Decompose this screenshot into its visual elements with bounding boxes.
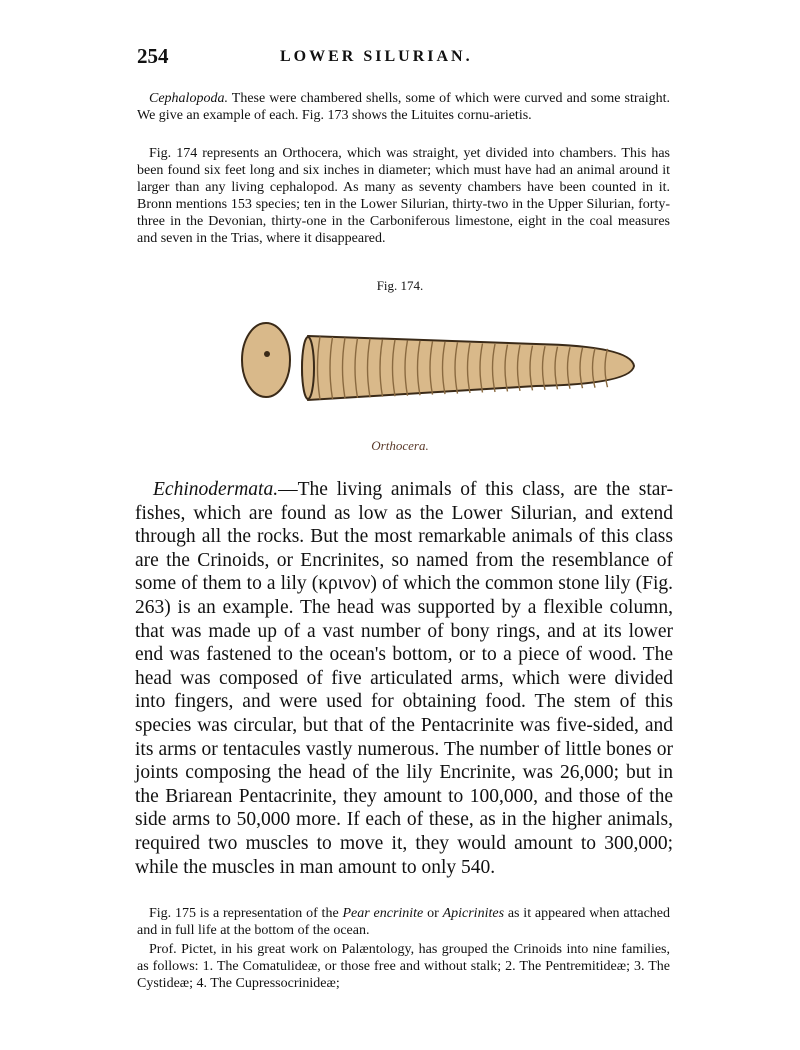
cephalopoda-paragraph — [137, 90, 670, 124]
orthocera-text: Fig. 174 represents an Orthocera, which was straight, yet divided into chambers. This has been found six feet long and six inches in diameter; which must have had an animal around it larger than any living cephalopod. As many as seventy chambers have been counted in it. Bronn mentions 153 species; ten in the Lower Silurian, thirty-two in the Upper Silurian, forty-three in the Devonian, thirty-one in the Carboniferous limestone, eight in the coal measures and seven in the Trias, where it disappeared. — [137, 146, 670, 246]
fig175-paragraph — [137, 905, 670, 939]
fig175-mid: or — [423, 906, 443, 921]
page-number: 254 — [137, 44, 169, 68]
cephalopoda-term: Cephalopoda. — [149, 91, 228, 106]
cephalopoda-text: These were chambered shells, some of which were curved and some straight. We give an example of each. Fig. 173 shows the Lituites cornu-arietis. — [137, 91, 670, 123]
orthocera-paragraph — [137, 145, 670, 247]
pear-encrinite-name: Pear encrinite — [342, 906, 424, 921]
figure-caption: Orthocera. — [371, 438, 429, 453]
figure-label: Fig. 174. — [376, 278, 424, 293]
running-title: LOWER SILURIAN. — [280, 48, 473, 65]
fig175-tail: as it appeared when attached and in full life at the bottom of the ocean. — [137, 906, 670, 938]
apicrinites-name: Apicrinites — [442, 906, 505, 921]
pictet-paragraph: Prof. Pictet, in his great work on Palæntology, has grouped the Crinoids into nine families, as follows: 1. The Comatulideæ, or those free and without stalk; 2. The Pentremitideæ; 3. The Cystideæ; 4. The Cupressocrinideæ; — [137, 942, 670, 991]
fig175-lead: Fig. 175 is a representation of the — [149, 906, 343, 921]
echinodermata-term: Echinodermata. — [153, 479, 279, 500]
echinodermata-paragraph — [135, 478, 673, 879]
orthocera-illustration-icon — [236, 322, 646, 427]
footnote-block — [137, 905, 670, 992]
echinodermata-text: —The living animals of this class, are the star-fishes, which are found as low as the Lower Silurian, and extend through all the rocks. But the most remarkable animals of this class are the Crinoids, or Encrinites, so named from the resemblance of some of them to a lily (κρινον) of which the common stone lily (Fig. 263) is an example. The head was supported by a flexible column, that was made up of a vast number of bony rings, and at its lower end was fastened to the ocean's bottom, or to a piece of wood. The head was composed of five articulated arms, which were divided into fingers, and were used for obtaining food. The stem of this species was circular, but that of the Pentacrinite was five-sided, and its arms or tentacules vastly numerous. The number of little bones or joints composing the head of the lily Encrinite, was 26,000; but in the Briarean Pentacrinite, they amount to 100,000, and those of the side arms to 50,000 more. If each of these, as in the higher animals, required two muscles to move it, they would amount to 300,000; while the muscles in man amount to only 540. — [135, 479, 673, 878]
